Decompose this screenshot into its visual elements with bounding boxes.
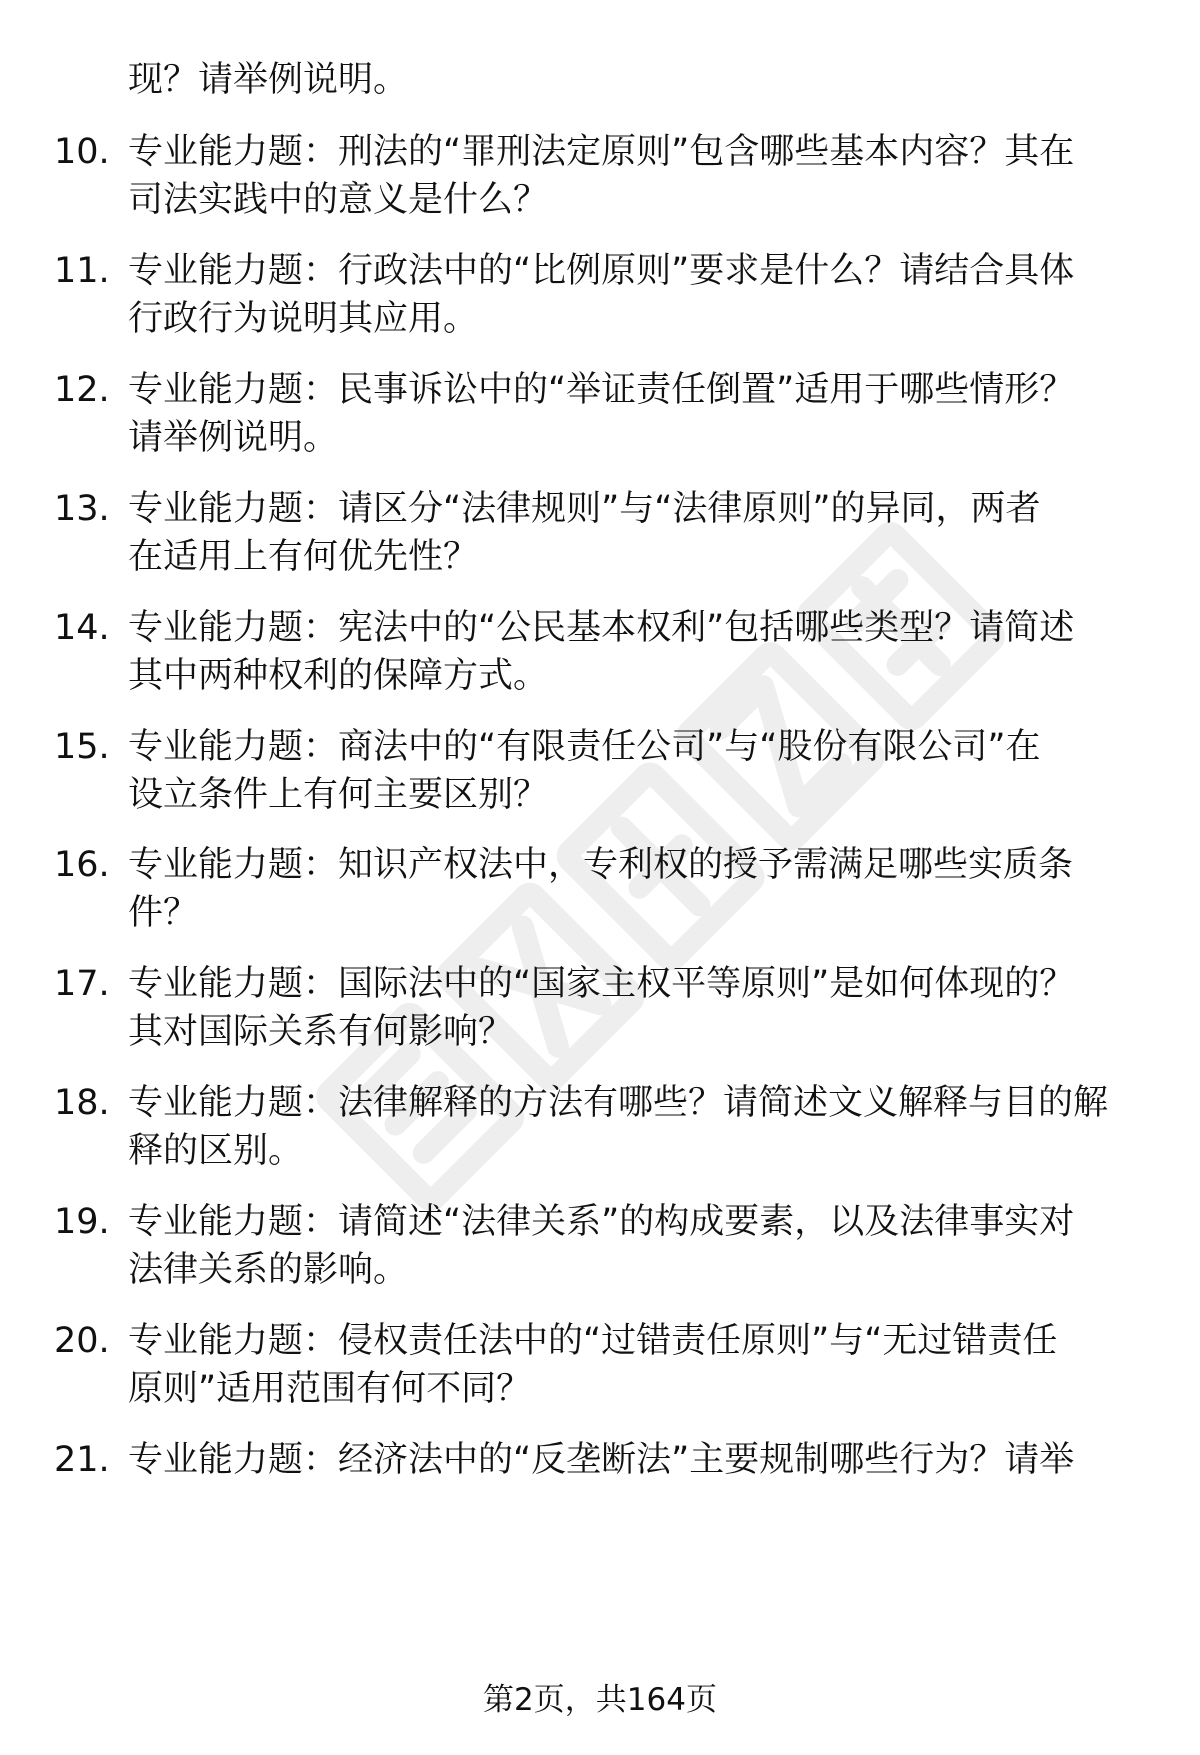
question-number: 10.: [54, 132, 110, 172]
question-number: 11.: [54, 251, 110, 291]
continued-question-text: 现？请举例说明。: [128, 60, 409, 100]
question-text-line-2: 法律关系的影响。: [128, 1250, 409, 1290]
question-text-line-1: 专业能力题：法律解释的方法有哪些？请简述文义解释与目的解: [128, 1083, 1109, 1123]
question-number: 12.: [54, 370, 110, 410]
question-text-line-2: 其对国际关系有何影响？: [128, 1012, 514, 1052]
question-text-line-2: 在适用上有何优先性？: [128, 537, 479, 577]
question-text-line-1: 专业能力题：经济法中的“反垄断法”主要规制哪些行为？请举: [128, 1440, 1075, 1480]
question-number: 17.: [54, 964, 110, 1004]
question-text-line-1: 专业能力题：请区分“法律规则”与“法律原则”的异同，两者: [128, 489, 1041, 529]
question-number: 14.: [54, 608, 110, 648]
question-text-line-2: 其中两种权利的保障方式。: [128, 656, 549, 696]
question-text-line-1: 专业能力题：宪法中的“公民基本权利”包括哪些类型？请简述: [128, 608, 1075, 648]
question-text-line-1: 专业能力题：民事诉讼中的“举证责任倒置”适用于哪些情形？: [128, 370, 1075, 410]
question-text-line-1: 专业能力题：行政法中的“比例原则”要求是什么？请结合具体: [128, 251, 1075, 291]
question-text-line-2: 释的区别。: [128, 1131, 304, 1171]
question-text-line-1: 专业能力题：国际法中的“国家主权平等原则”是如何体现的？: [128, 964, 1075, 1004]
question-text-line-1: 专业能力题：知识产权法中，专利权的授予需满足哪些实质条: [128, 845, 1074, 885]
question-number: 15.: [54, 727, 110, 767]
question-text-line-2: 件？: [128, 893, 199, 933]
question-number: 13.: [54, 489, 110, 529]
question-number: 18.: [54, 1083, 110, 1123]
question-number: 21.: [54, 1440, 110, 1480]
question-number: 16.: [54, 845, 110, 885]
question-text-line-2: 司法实践中的意义是什么？: [128, 180, 549, 220]
question-number: 19.: [54, 1202, 110, 1242]
question-text-line-1: 专业能力题：请简述“法律关系”的构成要素，以及法律事实对: [128, 1202, 1075, 1242]
question-text-line-2: 行政行为说明其应用。: [128, 299, 479, 339]
question-number: 20.: [54, 1321, 110, 1361]
question-text-line-2: 设立条件上有何主要区别？: [128, 775, 549, 815]
question-text-line-1: 专业能力题：商法中的“有限责任公司”与“股份有限公司”在: [128, 727, 1041, 767]
page-footer: 第2页，共164页: [483, 1682, 717, 1718]
question-text-line-2: 原则”适用范围有何不同？: [128, 1369, 532, 1409]
question-text-line-2: 请举例说明。: [128, 418, 339, 458]
question-text-line-1: 专业能力题：侵权责任法中的“过错责任原则”与“无过错责任: [128, 1321, 1058, 1361]
question-text-line-1: 专业能力题：刑法的“罪刑法定原则”包含哪些基本内容？其在: [128, 132, 1075, 172]
